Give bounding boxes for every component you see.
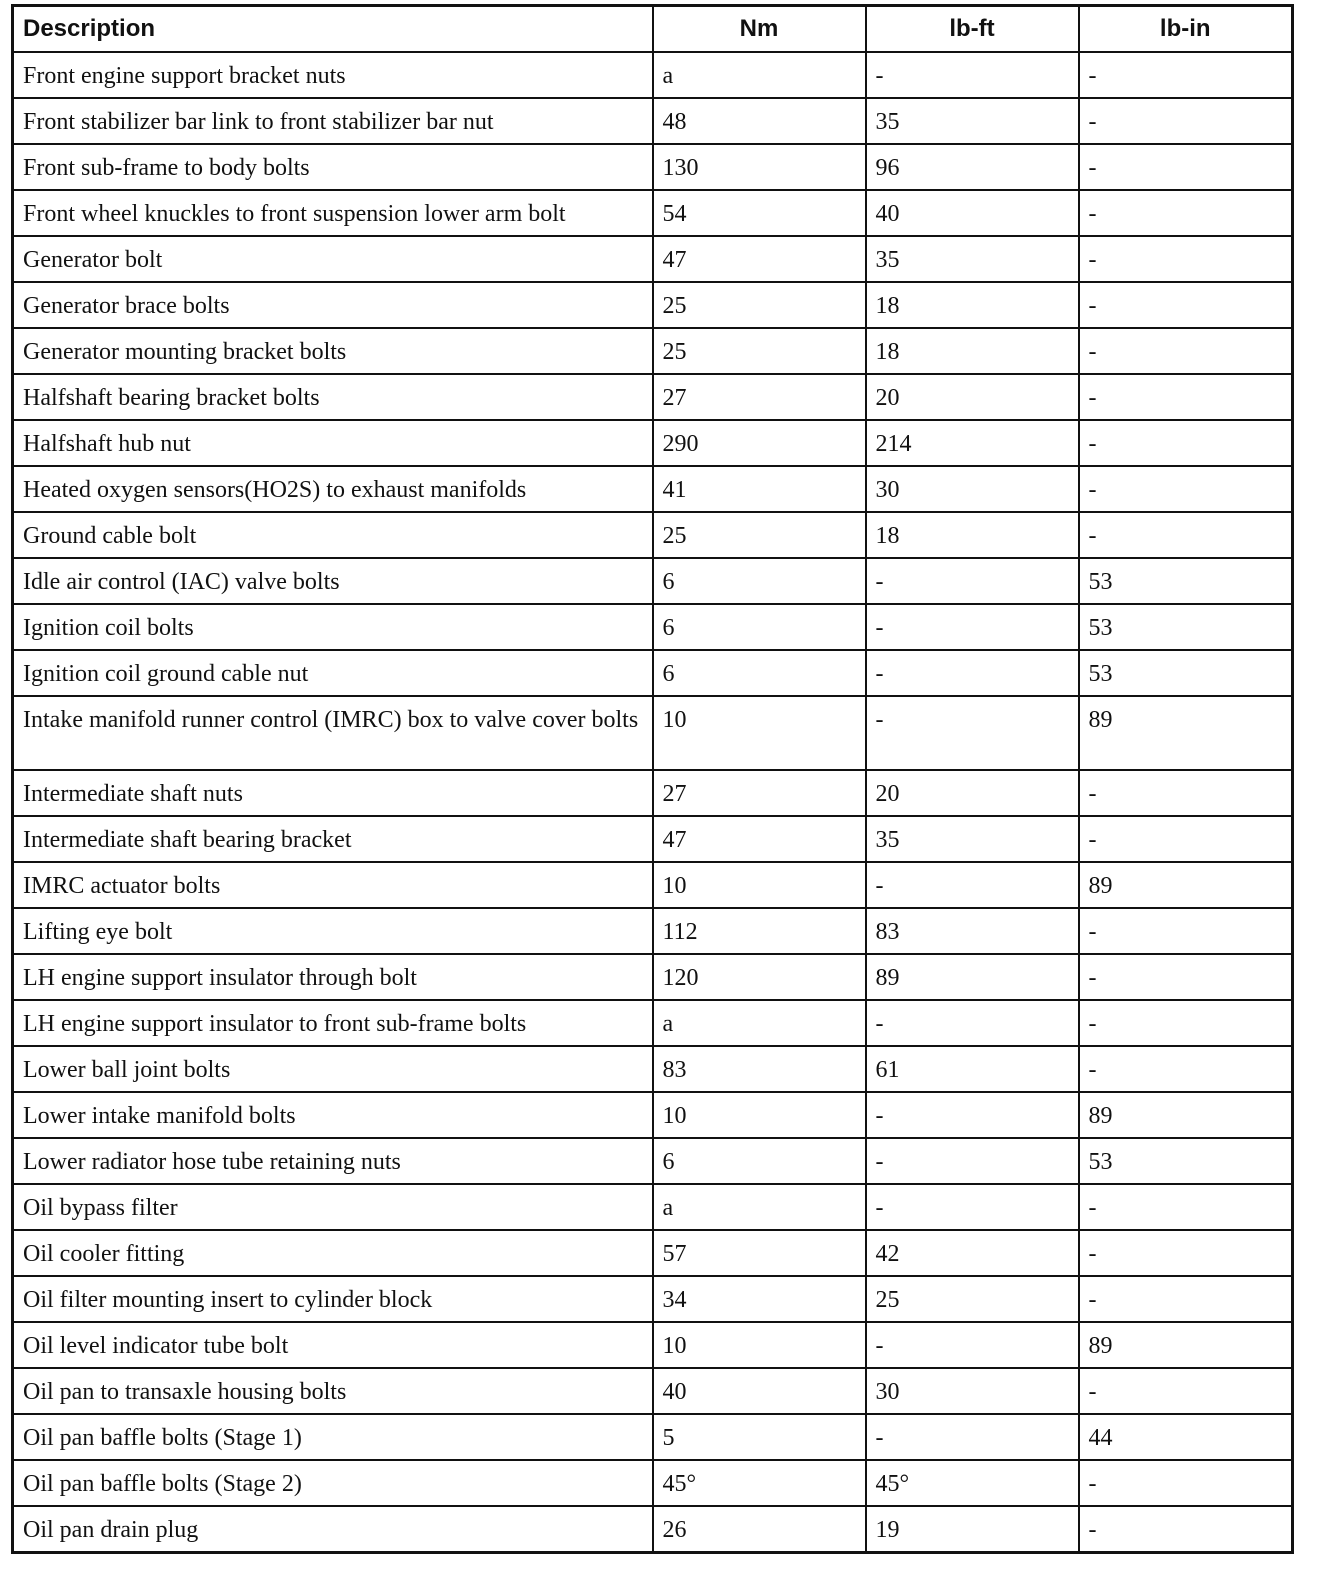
nm-cell: 120 xyxy=(653,954,866,1000)
nm-cell: a xyxy=(653,1000,866,1046)
table-row xyxy=(13,1506,1293,1553)
description-cell: Generator mounting bracket bolts xyxy=(13,328,653,374)
lb-ft-cell: - xyxy=(866,1000,1079,1046)
lb-ft-cell: 19 xyxy=(866,1506,1079,1553)
lb-ft-cell: 96 xyxy=(866,144,1079,190)
description-cell: LH engine support insulator to front sub-frame bolts xyxy=(13,1000,653,1046)
nm-cell: 25 xyxy=(653,282,866,328)
table-row xyxy=(13,1414,1293,1460)
table-row xyxy=(13,374,1293,420)
header-nm: Nm xyxy=(653,6,866,53)
description-cell: Generator bolt xyxy=(13,236,653,282)
description-cell: Heated oxygen sensors(HO2S) to exhaust manifolds xyxy=(13,466,653,512)
lb-ft-cell: - xyxy=(866,862,1079,908)
lb-in-cell: - xyxy=(1079,1368,1293,1414)
lb-in-cell: - xyxy=(1079,1000,1293,1046)
table-row xyxy=(13,1184,1293,1230)
description-cell: Oil pan baffle bolts (Stage 1) xyxy=(13,1414,653,1460)
lb-in-cell: 89 xyxy=(1079,696,1293,770)
description-cell: Generator brace bolts xyxy=(13,282,653,328)
table-row xyxy=(13,1368,1293,1414)
lb-in-cell: 44 xyxy=(1079,1414,1293,1460)
lb-in-cell: - xyxy=(1079,1276,1293,1322)
table-row xyxy=(13,1046,1293,1092)
lb-in-cell: 53 xyxy=(1079,604,1293,650)
lb-in-cell: - xyxy=(1079,236,1293,282)
lb-ft-cell: 20 xyxy=(866,770,1079,816)
lb-in-cell: - xyxy=(1079,1046,1293,1092)
description-cell: Oil filter mounting insert to cylinder block xyxy=(13,1276,653,1322)
lb-in-cell: 53 xyxy=(1079,1138,1293,1184)
lb-in-cell: - xyxy=(1079,190,1293,236)
table-body xyxy=(13,52,1293,1553)
nm-cell: 25 xyxy=(653,328,866,374)
nm-cell: 54 xyxy=(653,190,866,236)
header-lb-ft: lb-ft xyxy=(866,6,1079,53)
description-cell: Front wheel knuckles to front suspension lower arm bolt xyxy=(13,190,653,236)
description-cell: Intermediate shaft nuts xyxy=(13,770,653,816)
description-cell: Ground cable bolt xyxy=(13,512,653,558)
table-row xyxy=(13,1000,1293,1046)
lb-in-cell: - xyxy=(1079,144,1293,190)
table-row xyxy=(13,328,1293,374)
lb-in-cell: 89 xyxy=(1079,1092,1293,1138)
nm-cell: 45° xyxy=(653,1460,866,1506)
nm-cell: 112 xyxy=(653,908,866,954)
nm-cell: a xyxy=(653,52,866,98)
lb-in-cell: - xyxy=(1079,98,1293,144)
lb-in-cell: 53 xyxy=(1079,558,1293,604)
nm-cell: 6 xyxy=(653,558,866,604)
lb-in-cell: 89 xyxy=(1079,862,1293,908)
description-cell: Front engine support bracket nuts xyxy=(13,52,653,98)
lb-in-cell: - xyxy=(1079,328,1293,374)
lb-ft-cell: - xyxy=(866,696,1079,770)
nm-cell: 57 xyxy=(653,1230,866,1276)
table-row xyxy=(13,420,1293,466)
nm-cell: 47 xyxy=(653,236,866,282)
lb-in-cell: - xyxy=(1079,816,1293,862)
lb-in-cell: 89 xyxy=(1079,1322,1293,1368)
lb-in-cell: - xyxy=(1079,1506,1293,1553)
table-row xyxy=(13,862,1293,908)
lb-ft-cell: 18 xyxy=(866,512,1079,558)
description-cell: Halfshaft bearing bracket bolts xyxy=(13,374,653,420)
lb-ft-cell: 40 xyxy=(866,190,1079,236)
nm-cell: 47 xyxy=(653,816,866,862)
nm-cell: 10 xyxy=(653,696,866,770)
nm-cell: 83 xyxy=(653,1046,866,1092)
lb-in-cell: 53 xyxy=(1079,650,1293,696)
table-row xyxy=(13,144,1293,190)
table-row xyxy=(13,908,1293,954)
table-row xyxy=(13,1460,1293,1506)
lb-in-cell: - xyxy=(1079,512,1293,558)
description-cell: Lower intake manifold bolts xyxy=(13,1092,653,1138)
lb-ft-cell: 45° xyxy=(866,1460,1079,1506)
lb-ft-cell: 18 xyxy=(866,282,1079,328)
nm-cell: 10 xyxy=(653,862,866,908)
nm-cell: 40 xyxy=(653,1368,866,1414)
description-cell: Oil pan to transaxle housing bolts xyxy=(13,1368,653,1414)
lb-ft-cell: 214 xyxy=(866,420,1079,466)
header-lb-in: lb-in xyxy=(1079,6,1293,53)
lb-ft-cell: - xyxy=(866,1184,1079,1230)
table-row xyxy=(13,52,1293,98)
description-cell: Halfshaft hub nut xyxy=(13,420,653,466)
description-cell: Oil pan baffle bolts (Stage 2) xyxy=(13,1460,653,1506)
lb-ft-cell: - xyxy=(866,1322,1079,1368)
nm-cell: 6 xyxy=(653,1138,866,1184)
description-cell: Ignition coil bolts xyxy=(13,604,653,650)
table-row xyxy=(13,696,1293,770)
description-cell: Intake manifold runner control (IMRC) box to valve cover bolts xyxy=(13,696,653,770)
nm-cell: 6 xyxy=(653,604,866,650)
nm-cell: 48 xyxy=(653,98,866,144)
lb-in-cell: - xyxy=(1079,1230,1293,1276)
table-row xyxy=(13,770,1293,816)
table-row xyxy=(13,1138,1293,1184)
nm-cell: 5 xyxy=(653,1414,866,1460)
lb-in-cell: - xyxy=(1079,954,1293,1000)
torque-spec-sheet xyxy=(11,4,1291,1554)
lb-ft-cell: 30 xyxy=(866,1368,1079,1414)
table-row xyxy=(13,466,1293,512)
table-row xyxy=(13,512,1293,558)
header-description: Description xyxy=(13,6,653,53)
lb-ft-cell: - xyxy=(866,1414,1079,1460)
nm-cell: 27 xyxy=(653,770,866,816)
table-row xyxy=(13,98,1293,144)
lb-ft-cell: 42 xyxy=(866,1230,1079,1276)
nm-cell: 25 xyxy=(653,512,866,558)
description-cell: Front sub-frame to body bolts xyxy=(13,144,653,190)
lb-ft-cell: 18 xyxy=(866,328,1079,374)
nm-cell: a xyxy=(653,1184,866,1230)
description-cell: Lifting eye bolt xyxy=(13,908,653,954)
lb-in-cell: - xyxy=(1079,908,1293,954)
lb-ft-cell: 35 xyxy=(866,816,1079,862)
lb-ft-cell: - xyxy=(866,1138,1079,1184)
lb-ft-cell: 89 xyxy=(866,954,1079,1000)
lb-ft-cell: - xyxy=(866,650,1079,696)
description-cell: Oil level indicator tube bolt xyxy=(13,1322,653,1368)
lb-ft-cell: 20 xyxy=(866,374,1079,420)
lb-in-cell: - xyxy=(1079,420,1293,466)
lb-ft-cell: - xyxy=(866,1092,1079,1138)
table-row xyxy=(13,604,1293,650)
lb-in-cell: - xyxy=(1079,282,1293,328)
lb-ft-cell: - xyxy=(866,52,1079,98)
nm-cell: 10 xyxy=(653,1322,866,1368)
lb-ft-cell: - xyxy=(866,604,1079,650)
description-cell: Lower ball joint bolts xyxy=(13,1046,653,1092)
nm-cell: 26 xyxy=(653,1506,866,1553)
description-cell: Oil bypass filter xyxy=(13,1184,653,1230)
lb-in-cell: - xyxy=(1079,374,1293,420)
lb-ft-cell: 30 xyxy=(866,466,1079,512)
description-cell: Front stabilizer bar link to front stabilizer bar nut xyxy=(13,98,653,144)
description-cell: Oil cooler fitting xyxy=(13,1230,653,1276)
description-cell: Oil pan drain plug xyxy=(13,1506,653,1553)
nm-cell: 290 xyxy=(653,420,866,466)
lb-ft-cell: 83 xyxy=(866,908,1079,954)
nm-cell: 27 xyxy=(653,374,866,420)
lb-ft-cell: - xyxy=(866,558,1079,604)
table-row xyxy=(13,1276,1293,1322)
lb-ft-cell: 35 xyxy=(866,98,1079,144)
lb-ft-cell: 25 xyxy=(866,1276,1079,1322)
table-header-row xyxy=(13,6,1293,53)
table-row xyxy=(13,954,1293,1000)
lb-in-cell: - xyxy=(1079,466,1293,512)
nm-cell: 10 xyxy=(653,1092,866,1138)
description-cell: IMRC actuator bolts xyxy=(13,862,653,908)
description-cell: Idle air control (IAC) valve bolts xyxy=(13,558,653,604)
description-cell: Ignition coil ground cable nut xyxy=(13,650,653,696)
table-row xyxy=(13,558,1293,604)
table-row xyxy=(13,236,1293,282)
table-row xyxy=(13,1092,1293,1138)
lb-ft-cell: 61 xyxy=(866,1046,1079,1092)
nm-cell: 130 xyxy=(653,144,866,190)
lb-in-cell: - xyxy=(1079,52,1293,98)
table-row xyxy=(13,190,1293,236)
lb-in-cell: - xyxy=(1079,1460,1293,1506)
torque-spec-table xyxy=(11,4,1294,1554)
table-row xyxy=(13,816,1293,862)
description-cell: Lower radiator hose tube retaining nuts xyxy=(13,1138,653,1184)
nm-cell: 6 xyxy=(653,650,866,696)
nm-cell: 34 xyxy=(653,1276,866,1322)
nm-cell: 41 xyxy=(653,466,866,512)
lb-in-cell: - xyxy=(1079,1184,1293,1230)
table-row xyxy=(13,282,1293,328)
description-cell: LH engine support insulator through bolt xyxy=(13,954,653,1000)
lb-ft-cell: 35 xyxy=(866,236,1079,282)
description-cell: Intermediate shaft bearing bracket xyxy=(13,816,653,862)
table-row xyxy=(13,1230,1293,1276)
lb-in-cell: - xyxy=(1079,770,1293,816)
table-row xyxy=(13,650,1293,696)
table-row xyxy=(13,1322,1293,1368)
